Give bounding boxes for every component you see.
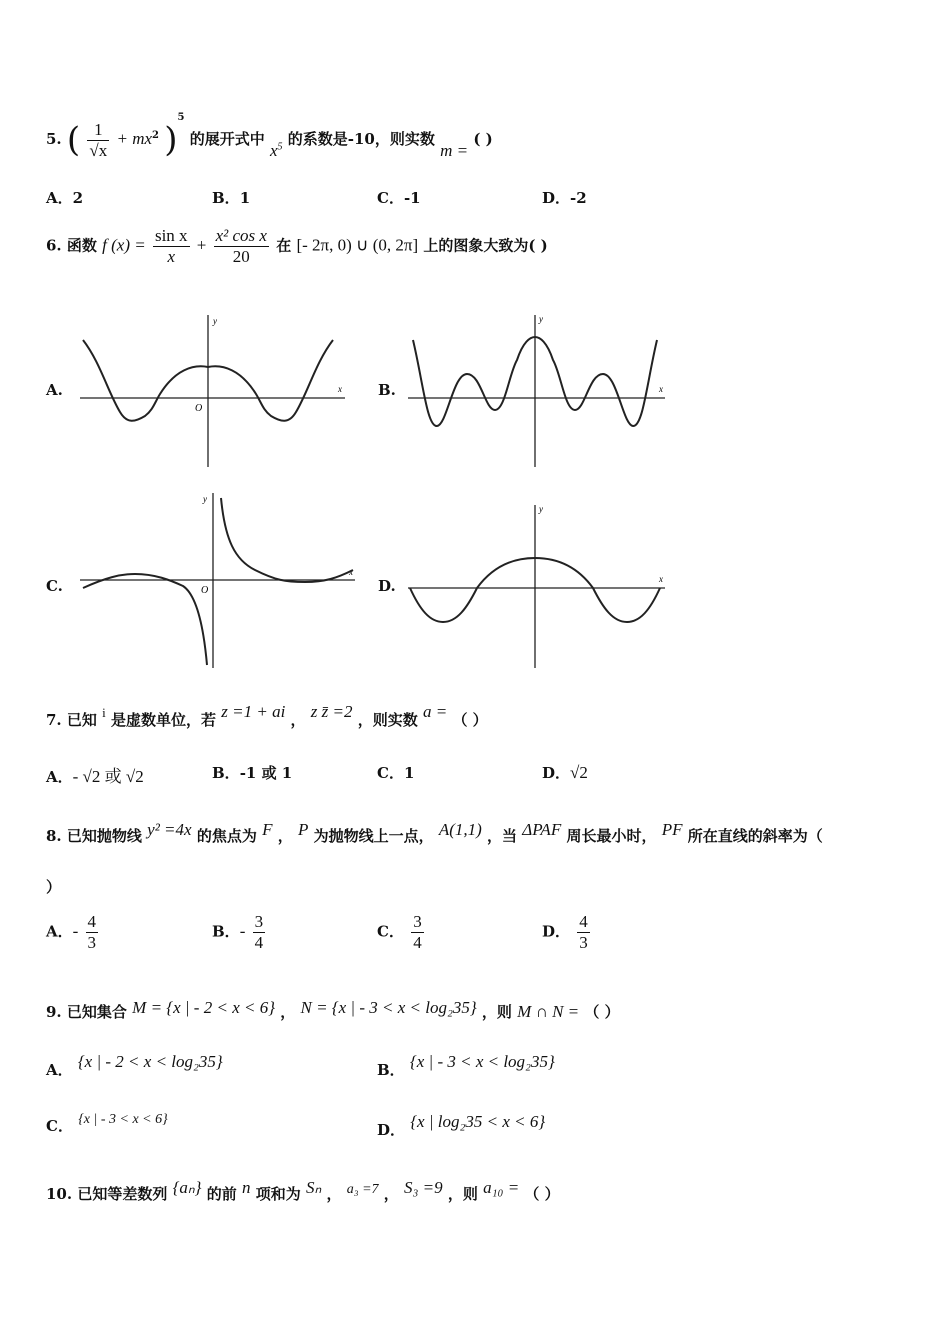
graph-b: [405, 312, 670, 472]
graph-label-a[interactable]: A.: [46, 381, 63, 399]
question-8-close: ）: [46, 878, 62, 896]
q5-option-b[interactable]: B．1: [212, 189, 251, 207]
q8-option-b[interactable]: B．- $\frac{3}{4}$: [212, 912, 264, 952]
q8-option-d[interactable]: D． $\frac{4}{3}$: [542, 912, 588, 952]
q8-option-c[interactable]: C． $\frac{3}{4}$: [377, 912, 422, 952]
origin-label: O: [195, 403, 203, 414]
q7-option-a[interactable]: A．- √2 或 √2: [46, 767, 144, 786]
graph-label-c[interactable]: C.: [46, 577, 63, 595]
x-term: $x^5$: [269, 141, 283, 160]
question-9: 9. 已知集合 M = {x | - 2 < x < 6} ， N = {x | - 3 < x < log₂35} ，则 M ∩ N = （ ）: [46, 998, 620, 1021]
fraction: $\frac{1}{√x}$: [89, 119, 108, 160]
q5-option-d[interactable]: D．-2: [542, 189, 587, 207]
question-5: 5. ( $\frac{1}{√x}$ + $mx^2$ )$^5$ 的展开式中 $x^5$ 的系数是-10，则实数 m = ( ): [46, 112, 493, 160]
y-axis-label: y: [213, 316, 217, 326]
question-7: 7. 已知 i 是虚数单位，若 z =1 + ai ， z z̄ =2 ，则实数 a = （ ）: [46, 702, 488, 729]
graph-a: [75, 312, 350, 472]
svg-text:y: y: [539, 504, 543, 514]
svg-text:x: x: [349, 567, 353, 577]
question-10: 10. 已知等差数列 {aₙ} 的前 n 项和为 Sₙ ， a₃ =7 ， S₃ =9 ，则 a₁₀ = （ ）: [46, 1178, 560, 1203]
q9-option-c[interactable]: C． {x | - 3 < x < 6}: [46, 1112, 168, 1135]
svg-text:x: x: [659, 384, 663, 394]
svg-text:x: x: [659, 574, 663, 584]
graph-label-d[interactable]: D.: [378, 577, 396, 595]
question-8: 8. 已知抛物线 y² =4x 的焦点为 F ， P 为抛物线上一点， A(1,1) ，当 ΔPAF 周长最小时， PF 所在直线的斜率为（: [46, 820, 823, 845]
q9-option-d[interactable]: D． {x | log₂35 < x < 6}: [377, 1112, 546, 1139]
q7-option-c[interactable]: C．1: [377, 764, 415, 782]
q7-option-d[interactable]: D．√2: [542, 763, 588, 782]
q7-option-b[interactable]: B．-1 或 1: [212, 764, 293, 782]
q5-option-a[interactable]: A．2: [46, 189, 84, 207]
graph-c: [75, 490, 360, 670]
svg-text:y: y: [203, 494, 207, 504]
q9-option-a[interactable]: A． {x | - 2 < x < log₂35}: [46, 1052, 223, 1079]
svg-text:y: y: [539, 314, 543, 324]
q8-option-a[interactable]: A．- $\frac{4}{3}$: [46, 912, 97, 952]
question-number: 5.: [46, 130, 62, 148]
graph-label-b[interactable]: B.: [378, 381, 396, 399]
graph-d: [405, 500, 670, 670]
question-6: 6. 函数 f (x) = $\frac{\text{sin x}}{x}$ + $\frac{\text{x² cos x}}{20}$ 在 [- 2π, 0) ∪ (0, 2π] 上的图象大致为( ): [46, 226, 548, 266]
q5-option-c[interactable]: C．-1: [377, 189, 421, 207]
x-axis-label: x: [338, 384, 342, 394]
svg-text:O: O: [201, 585, 209, 596]
q9-option-b[interactable]: B． {x | - 3 < x < log₂35}: [377, 1052, 555, 1079]
